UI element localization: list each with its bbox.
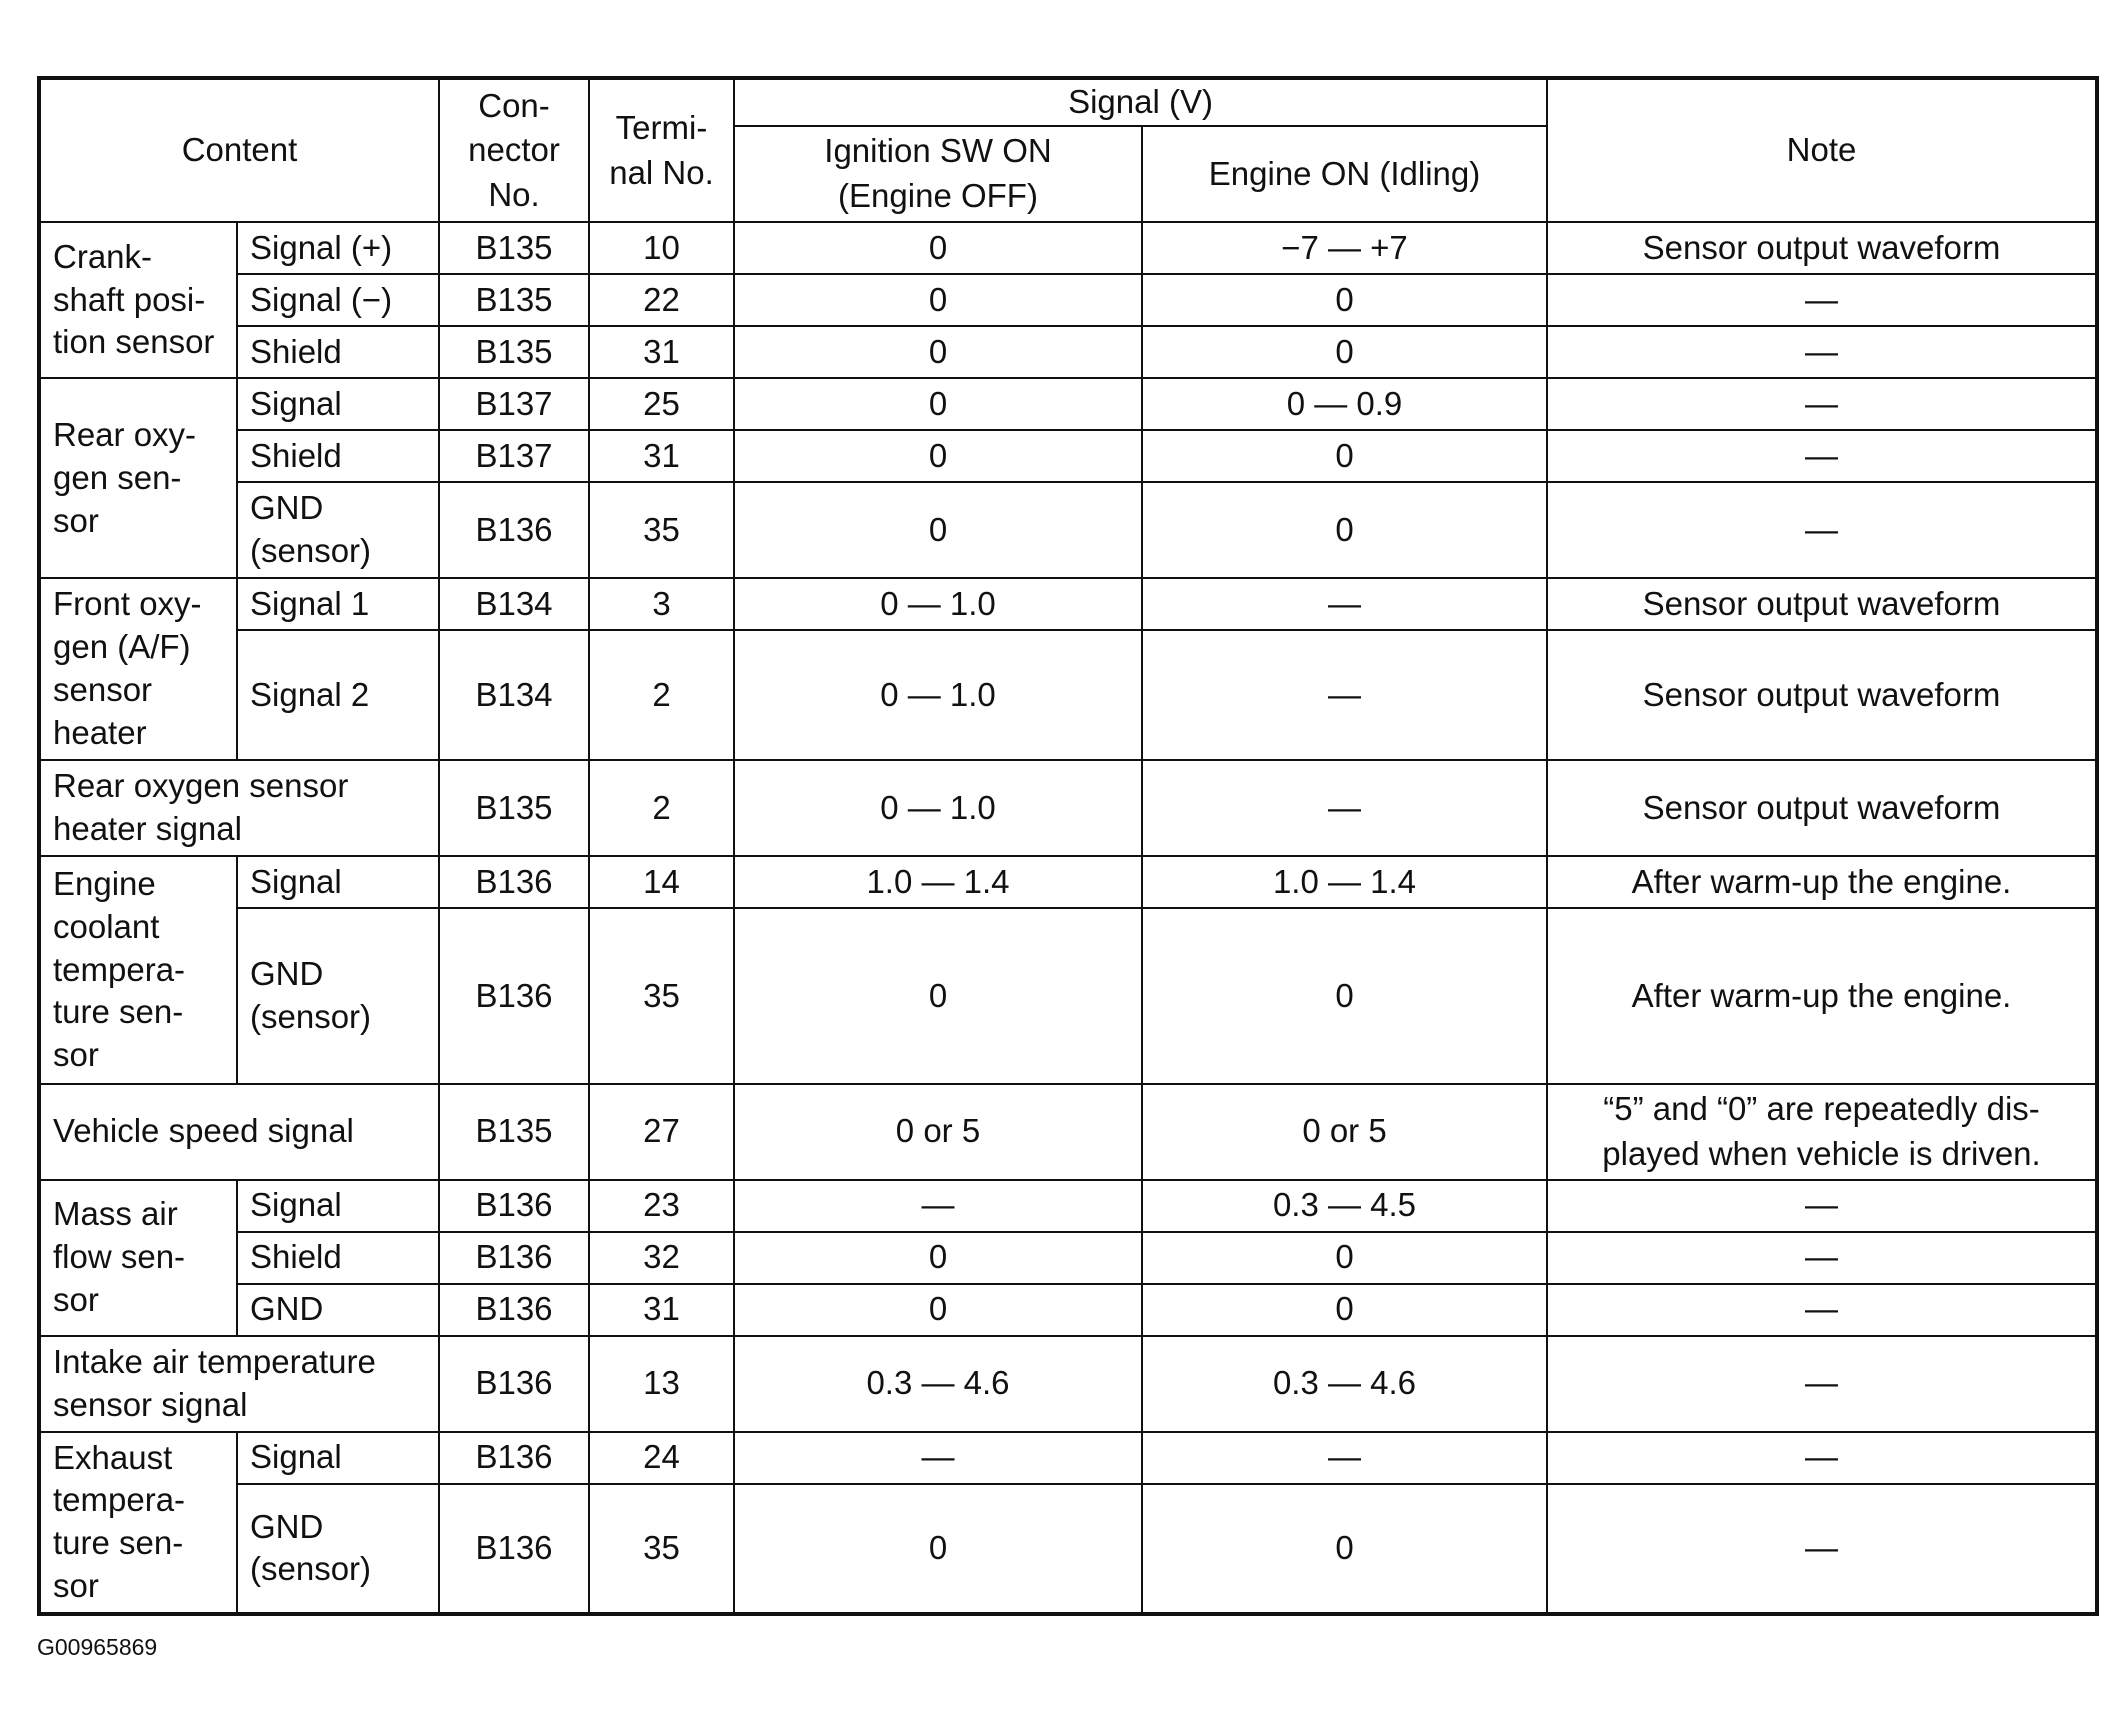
sub-item: Signal (+) — [237, 222, 439, 274]
sub-item: Signal — [237, 1180, 439, 1232]
note-cell: Sensor output waveform — [1547, 578, 2097, 630]
table-row — [39, 274, 2097, 326]
header-terminal-no: Termi- nal No. — [589, 78, 734, 222]
note-cell: — — [1547, 1484, 2097, 1614]
table-row — [39, 1232, 2097, 1284]
terminal-cell: 10 — [589, 222, 734, 274]
ignition-value-cell: — — [734, 1432, 1142, 1484]
group-exhaust-temperature-sensor: Exhaust tempera- ture sen- sor — [39, 1432, 237, 1614]
terminal-cell: 24 — [589, 1432, 734, 1484]
engine-value-cell: — — [1142, 578, 1547, 630]
ignition-value-cell: 0 — [734, 378, 1142, 430]
connector-cell: B134 — [439, 630, 589, 760]
engine-value-cell: — — [1142, 760, 1547, 856]
note-cell: — — [1547, 326, 2097, 378]
table-row — [39, 222, 2097, 274]
table-row — [39, 1084, 2097, 1180]
ignition-value-cell: 0 — [734, 1232, 1142, 1284]
sub-item: Shield — [237, 326, 439, 378]
note-cell: “5” and “0” are repeatedly dis- played when vehicle is driven. — [1547, 1084, 2097, 1180]
terminal-cell: 31 — [589, 430, 734, 482]
table-row — [39, 482, 2097, 578]
engine-value-cell: 0 — [1142, 274, 1547, 326]
ignition-value-cell: 0 — [734, 482, 1142, 578]
header-signal-v: Signal (V) — [734, 78, 1547, 126]
connector-cell: B136 — [439, 1284, 589, 1336]
terminal-cell: 35 — [589, 482, 734, 578]
note-cell: — — [1547, 430, 2097, 482]
ignition-value-cell: 0 — [734, 430, 1142, 482]
ignition-value-cell: 0 — [734, 1484, 1142, 1614]
connector-cell: B136 — [439, 1336, 589, 1432]
engine-value-cell: 0 or 5 — [1142, 1084, 1547, 1180]
terminal-cell: 23 — [589, 1180, 734, 1232]
engine-value-cell: 0 — [1142, 482, 1547, 578]
connector-cell: B136 — [439, 1180, 589, 1232]
group-engine-coolant-temperature-sensor: Engine coolant tempera- ture sen- sor — [39, 856, 237, 1083]
group-rear-oxygen-heater-signal: Rear oxygen sensor heater signal — [39, 760, 439, 856]
ignition-value-cell: 0 — 1.0 — [734, 630, 1142, 760]
engine-value-cell: — — [1142, 1432, 1547, 1484]
header-note: Note — [1547, 78, 2097, 222]
note-cell: — — [1547, 1232, 2097, 1284]
table-row — [39, 856, 2097, 908]
ignition-value-cell: 1.0 — 1.4 — [734, 856, 1142, 908]
ignition-value-cell: — — [734, 1180, 1142, 1232]
table-row — [39, 326, 2097, 378]
connector-cell: B136 — [439, 856, 589, 908]
connector-cell: B136 — [439, 1484, 589, 1614]
connector-cell: B137 — [439, 430, 589, 482]
table-row — [39, 908, 2097, 1083]
ignition-value-cell: 0 — [734, 326, 1142, 378]
ignition-value-cell: 0 — [734, 908, 1142, 1083]
header-connector-no: Con- nector No. — [439, 78, 589, 222]
note-cell: — — [1547, 1432, 2097, 1484]
connector-cell: B136 — [439, 1232, 589, 1284]
header-ignition-sw-on: Ignition SW ON (Engine OFF) — [734, 126, 1142, 222]
connector-cell: B135 — [439, 1084, 589, 1180]
engine-value-cell: 0 — [1142, 1232, 1547, 1284]
sub-item: Signal — [237, 378, 439, 430]
engine-value-cell: 0 — [1142, 1484, 1547, 1614]
terminal-cell: 2 — [589, 760, 734, 856]
terminal-cell: 31 — [589, 326, 734, 378]
note-cell: — — [1547, 482, 2097, 578]
connector-cell: B136 — [439, 482, 589, 578]
group-crankshaft-position-sensor: Crank- shaft posi- tion sensor — [39, 222, 237, 378]
engine-value-cell: 1.0 — 1.4 — [1142, 856, 1547, 908]
group-intake-air-temperature-signal: Intake air temperature sensor signal — [39, 1336, 439, 1432]
terminal-cell: 3 — [589, 578, 734, 630]
header-engine-on: Engine ON (Idling) — [1142, 126, 1547, 222]
signal-spec-table — [37, 76, 2099, 1616]
note-cell: Sensor output waveform — [1547, 630, 2097, 760]
terminal-cell: 32 — [589, 1232, 734, 1284]
engine-value-cell: 0 — [1142, 908, 1547, 1083]
table-row — [39, 1432, 2097, 1484]
figure-id: G00965869 — [37, 1634, 158, 1660]
terminal-cell: 27 — [589, 1084, 734, 1180]
engine-value-cell: 0 — 0.9 — [1142, 378, 1547, 430]
table-row — [39, 1484, 2097, 1614]
engine-value-cell: — — [1142, 630, 1547, 760]
table-row — [39, 630, 2097, 760]
table-row — [39, 1180, 2097, 1232]
connector-cell: B134 — [439, 578, 589, 630]
table-row — [39, 578, 2097, 630]
note-cell: Sensor output waveform — [1547, 222, 2097, 274]
table-row — [39, 1284, 2097, 1336]
ignition-value-cell: 0 — 1.0 — [734, 578, 1142, 630]
terminal-cell: 25 — [589, 378, 734, 430]
engine-value-cell: 0.3 — 4.6 — [1142, 1336, 1547, 1432]
connector-cell: B137 — [439, 378, 589, 430]
sub-item: Signal — [237, 856, 439, 908]
engine-value-cell: 0 — [1142, 326, 1547, 378]
note-cell: — — [1547, 1180, 2097, 1232]
table-row — [39, 430, 2097, 482]
note-cell: — — [1547, 378, 2097, 430]
ignition-value-cell: 0 — [734, 222, 1142, 274]
group-front-oxygen-sensor-heater: Front oxy- gen (A/F) sensor heater — [39, 578, 237, 760]
table-row — [39, 1336, 2097, 1432]
table-row — [39, 760, 2097, 856]
sub-item: Signal — [237, 1432, 439, 1484]
sub-item: GND — [237, 1284, 439, 1336]
sub-item: Shield — [237, 1232, 439, 1284]
ignition-value-cell: 0 — 1.0 — [734, 760, 1142, 856]
terminal-cell: 31 — [589, 1284, 734, 1336]
ignition-value-cell: 0.3 — 4.6 — [734, 1336, 1142, 1432]
table-row — [39, 378, 2097, 430]
note-cell: — — [1547, 1284, 2097, 1336]
note-cell: After warm-up the engine. — [1547, 908, 2097, 1083]
group-vehicle-speed-signal: Vehicle speed signal — [39, 1084, 439, 1180]
sub-item: Signal 2 — [237, 630, 439, 760]
group-mass-air-flow-sensor: Mass air flow sen- sor — [39, 1180, 237, 1336]
ignition-value-cell: 0 — [734, 274, 1142, 326]
group-rear-oxygen-sensor: Rear oxy- gen sen- sor — [39, 378, 237, 578]
terminal-cell: 2 — [589, 630, 734, 760]
terminal-cell: 14 — [589, 856, 734, 908]
terminal-cell: 13 — [589, 1336, 734, 1432]
connector-cell: B135 — [439, 326, 589, 378]
sub-item: GND (sensor) — [237, 908, 439, 1083]
sub-item: Signal 1 — [237, 578, 439, 630]
engine-value-cell: 0 — [1142, 430, 1547, 482]
sub-item: Shield — [237, 430, 439, 482]
engine-value-cell: 0.3 — 4.5 — [1142, 1180, 1547, 1232]
connector-cell: B135 — [439, 760, 589, 856]
sub-item: GND (sensor) — [237, 482, 439, 578]
connector-cell: B135 — [439, 222, 589, 274]
terminal-cell: 35 — [589, 1484, 734, 1614]
terminal-cell: 22 — [589, 274, 734, 326]
engine-value-cell: −7 — +7 — [1142, 222, 1547, 274]
terminal-cell: 35 — [589, 908, 734, 1083]
note-cell: — — [1547, 274, 2097, 326]
sub-item: GND (sensor) — [237, 1484, 439, 1614]
note-cell: — — [1547, 1336, 2097, 1432]
note-cell: Sensor output waveform — [1547, 760, 2097, 856]
note-cell: After warm-up the engine. — [1547, 856, 2097, 908]
connector-cell: B136 — [439, 908, 589, 1083]
engine-value-cell: 0 — [1142, 1284, 1547, 1336]
ignition-value-cell: 0 — [734, 1284, 1142, 1336]
sub-item: Signal (−) — [237, 274, 439, 326]
ignition-value-cell: 0 or 5 — [734, 1084, 1142, 1180]
connector-cell: B136 — [439, 1432, 589, 1484]
connector-cell: B135 — [439, 274, 589, 326]
header-content: Content — [39, 78, 439, 222]
